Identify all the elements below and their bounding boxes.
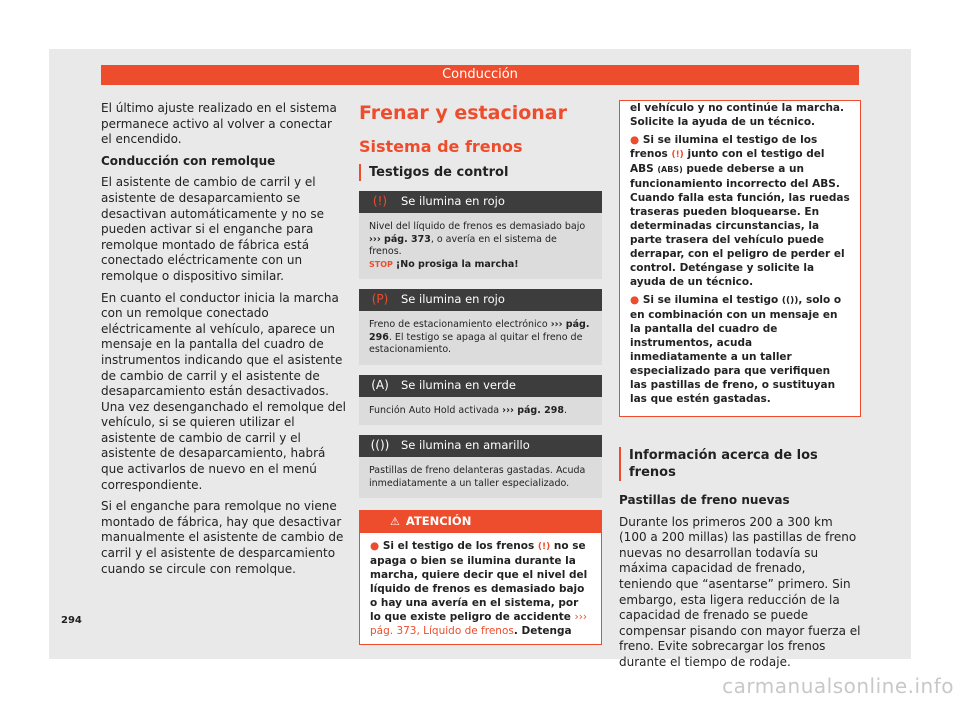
warning-text-part: junto con el testigo del ABS — [630, 148, 825, 175]
warning-box-continued — [619, 100, 861, 417]
lamp-block — [359, 289, 602, 365]
lamp-description — [359, 397, 602, 426]
lamp-text: Pastillas de freno delanteras gastadas. Acuda inmediatamente a un taller especializado. — [369, 465, 586, 489]
warning-text-part: no se apaga o bien se ilumina durante la marcha, quiere decir que el nivel del líquido de frenos es demasiado bajo o hay una avería en el sistema, por lo que existe peligro de accidente — [370, 540, 588, 623]
subsection-title: Testigos de control — [359, 164, 602, 181]
lamp-header-label: Se ilumina en rojo — [401, 292, 505, 307]
paragraph: El asistente de cambio de carril y el asistente de desaparcamiento se desactivan automáticamente y no se pueden activar si el enganche para remolque montado de fábrica está conectado eléctricamente con un remolque o dispositivo similar. — [101, 175, 325, 283]
lamp-text: . El testigo se apaga al quitar el freno de estacionamiento. — [369, 331, 583, 355]
page-reference-link[interactable]: ››› pág. 373 — [369, 233, 431, 245]
lamp-text: , o avería en el sistema de frenos. — [369, 233, 557, 257]
warning-text-part: Si se ilumina el testigo de los frenos — [630, 134, 818, 160]
bullet-icon: ● — [630, 134, 640, 146]
brake-warning-icon: (!) — [537, 542, 551, 552]
lamp-text: Freno de estacionamiento electrónico — [369, 319, 551, 330]
lamp-header-label: Se ilumina en rojo — [401, 194, 505, 209]
subsection-title: Información acerca de los frenos — [619, 447, 861, 481]
paragraph: En cuanto el conductor inicia la marcha con un remolque conectado eléctricamente al vehículo, aparece un mensaje en la pantalla del cuadro de instrumentos indicando que el asistente de cambio de carril y el asistente de desaparcamiento están desactivados. Una vez desenganchado el remolque del vehículo, si se quieren utilizar el asistente de cambio de carril y el asistente de desaparcamiento, habrá que activarlos de nuevo en el menú correspondiente. — [101, 290, 347, 492]
column-left — [101, 101, 346, 583]
warning-paragraph — [630, 293, 850, 406]
page-reference-link[interactable]: ››› pág. 298 — [502, 404, 564, 416]
warning-text-part: Si el testigo de los frenos — [382, 540, 538, 552]
page-reference-link[interactable]: ››› pág. 296 — [369, 319, 590, 343]
paragraph: Durante los primeros 200 a 300 km (100 a 200 millas) las pastillas de freno nuevas no desarrollan todavía su máxima capacidad de frenado, teniendo que “asentarse” primero. Sin embargo, esta ligera reducción de la capacidad de frenado se puede compensar pisando con mayor fuerza el freno. Evite sobrecargar los frenos durante el tiempo de rodaje. — [619, 514, 861, 669]
bullet-icon: ● — [370, 540, 380, 552]
lamp-header — [359, 375, 602, 397]
warning-paragraph: el vehículo y no continúe la marcha. Solicite la ayuda de un técnico. — [630, 102, 845, 128]
page-title: Frenar y estacionar — [359, 102, 567, 124]
section-title: Sistema de frenos — [359, 137, 523, 156]
watermark: carmanualsonline.info — [722, 674, 954, 698]
lamp-block — [359, 191, 602, 279]
lamp-block — [359, 375, 602, 426]
lamp-header — [359, 289, 602, 311]
brake-pad-icon: (()) — [781, 296, 799, 306]
lamp-text: Nivel del líquido de frenos es demasiado bajo — [369, 221, 586, 232]
lamp-header-label: Se ilumina en verde — [401, 377, 516, 392]
warning-paragraph — [630, 133, 850, 289]
parking-brake-icon: (P) — [371, 292, 389, 307]
warning-title: ATENCIÓN — [405, 514, 472, 529]
brake-warning-icon: (!) — [671, 150, 684, 160]
auto-hold-icon: (A) — [371, 377, 389, 392]
page-number: 294 — [61, 615, 82, 626]
lamp-block — [359, 435, 602, 498]
column-right — [619, 100, 861, 677]
warning-box — [359, 510, 602, 645]
warning-text-part: Si se ilumina el testigo — [642, 294, 782, 306]
column-middle — [359, 100, 602, 645]
brake-warning-icon: (!) — [372, 194, 388, 209]
lamp-header — [359, 435, 602, 457]
warning-text-part: puede deberse a un funcionamiento incorrecto del ABS. Cuando falla esta función, las ruedas traseras pueden bloquearse. En determinadas circunstancias, la parte trasera del vehículo puede derrapar, con el peligro de perder el control. Deténgase y solicite la ayuda de un técnico. — [630, 163, 850, 288]
warning-text-part: , solo o en combinación con un mensaje en la pantalla del cuadro de instrumentos, acuda inmediatamente a un taller especializado para que verifiquen las pastillas de freno, o sustituyan las que estén gastadas. — [630, 294, 842, 405]
lamp-header — [359, 191, 602, 213]
warning-triangle-icon: ⚠ — [390, 515, 400, 529]
lamp-description — [359, 311, 602, 365]
warning-text-part: . Detenga — [513, 625, 572, 637]
warning-text — [360, 533, 601, 644]
chapter-header: Conducción — [101, 65, 859, 85]
paragraph: El último ajuste realizado en el sistema permanece activo al volver a conectar el encendido. — [101, 101, 337, 147]
page-reference-link[interactable]: ››› pág. 373, Líquido de frenos — [370, 611, 588, 637]
lamp-alert-text: ¡No prosiga la marcha! — [395, 258, 519, 270]
subheading-towing: Conducción con remolque — [101, 153, 276, 168]
bullet-icon: ● — [630, 294, 640, 306]
lamp-text: Función Auto Hold activada — [369, 404, 503, 416]
lamp-header-label: Se ilumina en amarillo — [401, 438, 530, 453]
paragraph: Si el enganche para remolque no viene montado de fábrica, hay que desactivar manualmente el asistente de cambio de carril y el asistente de desparcamiento cuando se circule con remolque. — [101, 499, 344, 576]
lamp-text: . — [563, 404, 567, 416]
stop-icon: STOP — [369, 259, 393, 269]
brake-pad-icon: (()) — [370, 438, 390, 453]
abs-icon: (ABS) — [657, 165, 683, 174]
subheading-new-pads: Pastillas de freno nuevas — [619, 493, 790, 507]
lamp-description — [359, 213, 602, 279]
warning-header — [360, 511, 601, 533]
lamp-description — [359, 457, 602, 498]
